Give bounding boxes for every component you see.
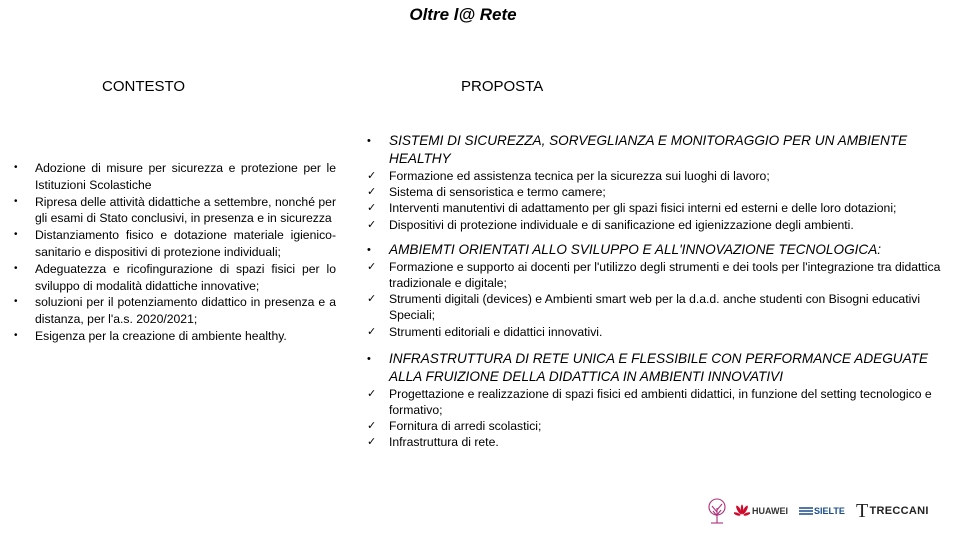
treccani-logo: T TRECCANI [856, 499, 929, 522]
list-item: ✓ Progettazione e realizzazione di spazi fisici ed ambienti didattici, in funzione del setting tecnologico e formativo; [367, 386, 932, 418]
list-item: ✓ Fornitura di arredi scolastici; [367, 419, 542, 434]
check-icon: ✓ [367, 259, 377, 273]
contesto-heading: CONTESTO [102, 78, 186, 95]
check-icon: ✓ [367, 419, 377, 433]
tree-icon [706, 498, 728, 524]
bullet-icon: • [367, 135, 371, 147]
list-item: ✓ Dispositivi di protezione individuale e di sanificazione ed igienizzazione degli ambienti. [367, 217, 854, 232]
bullet-icon: • [14, 296, 18, 308]
bullet-icon: • [14, 262, 18, 274]
proposta-heading-2: • AMBIEMTI ORIENTATI ALLO SVILUPPO E ALL'INNOVAZIONE TECNOLOGICA: [367, 241, 882, 257]
proposta-list-3 [367, 386, 955, 451]
proposta-heading-3: • INFRASTRUTTURA DI RETE UNICA E FLESSIBILE CON PERFORMANCE ADEGUATE ALLA FRUIZIONE DELLA DIDATTICA IN AMBIENTI INNOVATIVI [367, 350, 929, 384]
list-item: ✓ Strumenti editoriali e didattici innovativi. [367, 324, 603, 339]
list-item: • Distanziamento fisico e dotazione materiale igienico- sanitario e dispositivi di protezione individuali; [14, 228, 336, 259]
list-item: • soluzioni per il potenziamento didattico in presenza e a distanza, per l'a.s. 2020/2021; [14, 295, 336, 327]
huawei-logo: HUAWEI [734, 497, 794, 525]
proposta-heading-1: • SISTEMI DI SICUREZZA, SORVEGLIANZA E MONITORAGGIO PER UN AMBIENTE HEALTHY [367, 133, 908, 166]
sielte-mark-icon [798, 504, 814, 518]
bullet-icon: • [367, 243, 371, 256]
list-item: ✓ Formazione e supporto ai docenti per l'utilizzo degli strumenti e dei tools per l'integrazione tra didattica tradizionale e digitale; [367, 259, 941, 291]
list-item: ✓ Formazione ed assistenza tecnica per la sicurezza sui luoghi di lavoro; [367, 169, 770, 183]
check-icon: ✓ [367, 217, 377, 231]
list-item: • Adeguatezza e ricofingurazione di spazi fisici per lo sviluppo di modalità didattiche innovative; [14, 261, 336, 293]
sielte-logo: SIELTE [798, 497, 850, 525]
list-item: • Esigenza per la creazione di ambiente healthy. [14, 328, 287, 343]
check-icon: ✓ [367, 324, 377, 338]
bullet-icon: • [367, 352, 371, 365]
bullet-icon: • [14, 329, 18, 341]
tree-logo [706, 497, 730, 525]
page-title: Oltre l@ Rete [409, 5, 517, 24]
proposta-list-1 [367, 168, 955, 233]
contesto-list [14, 160, 336, 345]
list-item: ✓ Sistema di sensoristica e termo camere; [367, 185, 606, 200]
bullet-icon: • [14, 162, 18, 173]
check-icon: ✓ [367, 201, 377, 215]
list-item: ✓ Strumenti digitali (devices) e Ambienti smart web per la d.a.d. anche studenti con Bisogni educativi Speciali; [367, 292, 921, 323]
check-icon: ✓ [367, 292, 377, 306]
list-item: ✓ Infrastruttura di rete. [367, 435, 499, 450]
check-icon: ✓ [367, 435, 377, 449]
check-icon: ✓ [367, 169, 377, 182]
check-icon: ✓ [367, 386, 377, 400]
bullet-icon: • [14, 229, 18, 241]
proposta-heading: PROPOSTA [461, 78, 544, 95]
list-item: ✓ Interventi manutentivi di adattamento per gli spazi fisici interni ed esterni e delle loro dotazioni; [367, 201, 897, 216]
check-icon: ✓ [367, 185, 377, 199]
proposta-section [367, 132, 955, 451]
list-item: • Adozione di misure per sicurezza e protezione per le Istituzioni Scolastiche [14, 161, 336, 192]
proposta-list-2 [367, 259, 955, 340]
bullet-icon: • [14, 195, 18, 207]
list-item: • Ripresa delle attività didattiche a settembre, nonché per gli esami di Stato conclusivi, in presenza e in sicurezza [14, 194, 336, 226]
huawei-flower-icon [734, 504, 750, 518]
partner-logos [706, 497, 934, 525]
